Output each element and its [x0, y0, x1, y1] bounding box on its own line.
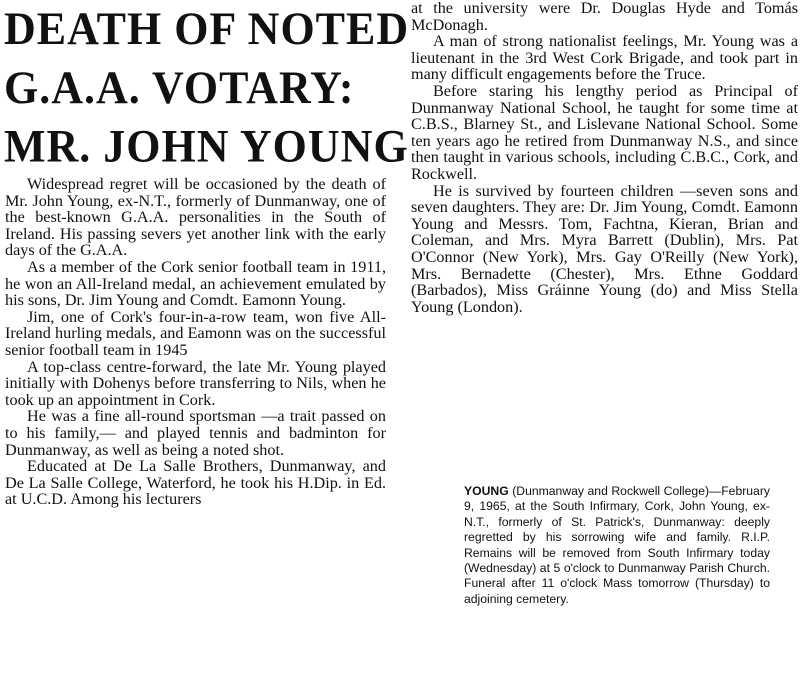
paragraph: He was a fine all-round sportsman —a trait passed on to his family,— and played tennis and badminton for Dunmanway, as well as being a noted shot.: [5, 407, 386, 459]
death-notice-text: (Dunmanway and Rockwell College)—February 9, 1965, at the South Infirmary, Cork, John Young, ex-N.T., formerly of St. Patrick's, Dunmanway: deeply regretted by his sorrowing wife and family. R.I.P. Remains will be removed from South Infirmary today (Wednesday) at 5 o'clock to Dunmanway Parish Church. Funeral after 11 o'clock Mass tomorrow (Thursday) to adjoining cemetery.: [464, 484, 770, 606]
paragraph: Before staring his lengthy period as Principal of Dunmanway National School, he taught for some time at C.B.S., Blarney St., and Lislevane National School. Some ten years ago he retired from Dunmanway N.S., and since then taught in various schools, including C.B.C., Cork, and Rockwell.: [411, 81, 798, 183]
paragraph: As a member of the Cork senior football team in 1911, he won an All-Ireland medal, an achievement emulated by his sons, Dr. Jim Young and Comdt. Eamonn Young.: [5, 257, 386, 310]
headline-line: MR. JOHN YOUNG: [4, 120, 409, 173]
right-column: [408, 0, 800, 315]
headline-line: G.A.A. VOTARY:: [4, 61, 355, 114]
death-notice: [464, 484, 770, 607]
paragraph: He is survived by fourteen children —seven sons and seven daughters. They are: Dr. Jim Young, Comdt. Eamonn Young and Messrs. Tom, Fachtna, Kieran, Brian and Coleman, and Mrs. Myra Barrett (Dublin), Mrs. Pat O'Connor (New York), Mrs. Gay O'Reilly (New York), Mrs. Bernadette (Chester), Mrs. Ethne Goddard (Barbados), Miss Gráinne Young (do) and Miss Stella Young (London).: [411, 181, 798, 316]
paragraph: Educated at De La Salle Brothers, Dunmanway, and De La Salle College, Waterford, he took his H.Dip. in Ed. at U.C.D. Among his lecturers: [5, 457, 386, 509]
death-notice-name: YOUNG: [464, 484, 509, 498]
article-body-right: [408, 0, 800, 315]
left-column: [0, 0, 410, 509]
paragraph: A top-class centre-forward, the late Mr. Young played initially with Dohenys before transferring to Nils, when he took up an appointment in Cork.: [5, 357, 386, 409]
article-body-left: [0, 176, 392, 508]
paragraph: Widespread regret will be occasioned by the death of Mr. John Young, ex-N.T., formerly of Dunmanway, one of the best-known G.A.A. personalities in the South of Ireland. His passing severs yet another link with the early days of the G.A.A.: [5, 175, 386, 260]
headline-line: DEATH OF NOTED: [4, 3, 410, 55]
paragraph: A man of strong nationalist feelings, Mr. Young was a lieutenant in the 3rd West Cork Brigade, and took part in many difficult engagements before the Truce.: [411, 32, 798, 84]
paragraph: Jim, one of Cork's four-in-a-row team, won five All-Ireland hurling medals, and Eamonn was on the successful senior football team in 1945: [5, 307, 386, 359]
paragraph: at the university were Dr. Douglas Hyde and Tomás McDonagh.: [411, 0, 798, 34]
headline: [0, 0, 410, 176]
